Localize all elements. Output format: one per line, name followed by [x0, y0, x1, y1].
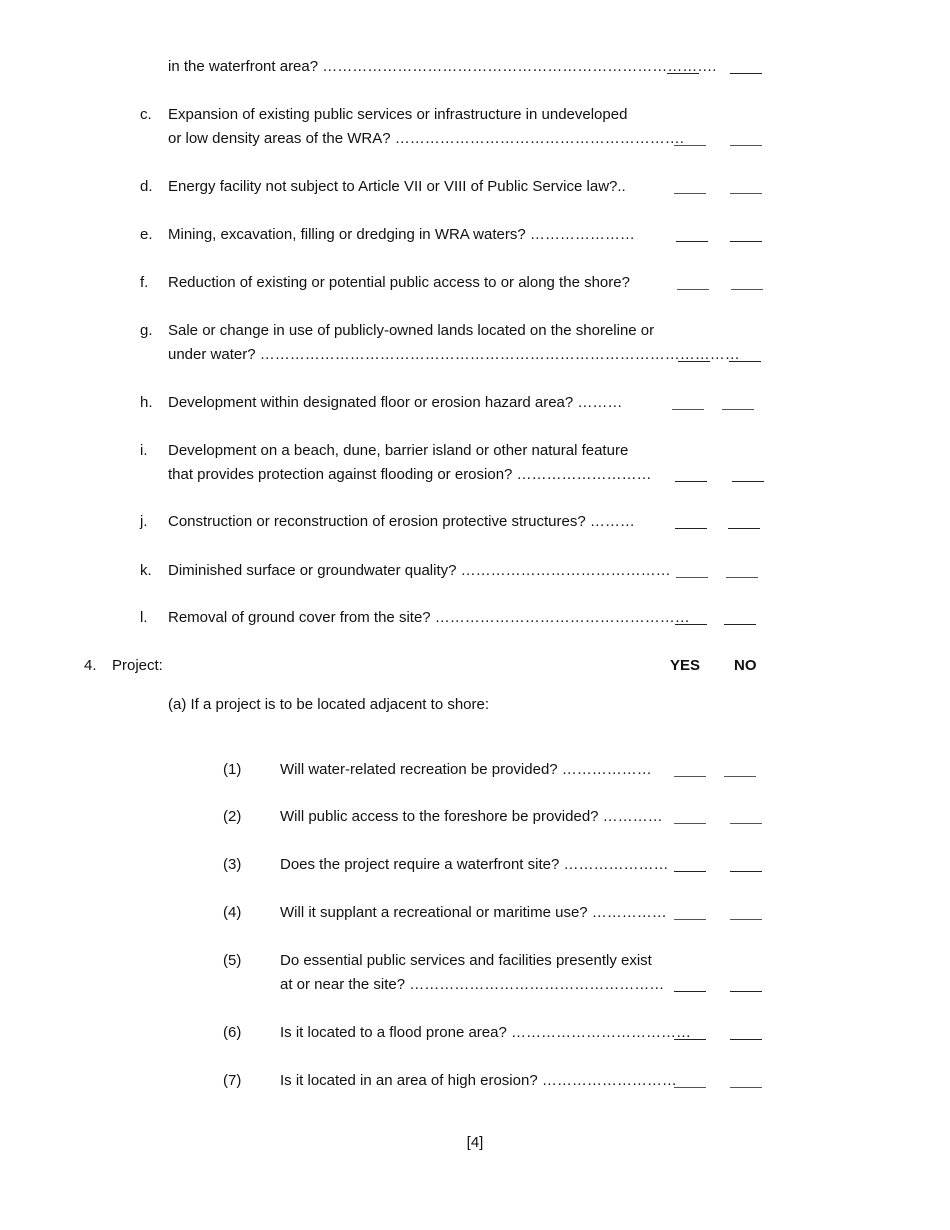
no-answer-blank[interactable]: [730, 145, 762, 146]
yes-answer-blank[interactable]: [678, 361, 710, 362]
item-letter: e.: [140, 226, 153, 243]
no-answer-blank[interactable]: [731, 289, 763, 290]
no-answer-blank[interactable]: [730, 1087, 762, 1088]
no-answer-blank[interactable]: [730, 991, 762, 992]
yes-answer-blank[interactable]: [674, 871, 706, 872]
no-answer-blank[interactable]: [728, 528, 760, 529]
item-text: Expansion of existing public services or infrastructure in undeveloped: [168, 106, 628, 123]
question-text: Is it located in an area of high erosion? ………………………: [280, 1072, 677, 1089]
yes-answer-blank[interactable]: [675, 624, 707, 625]
item-letter: k.: [140, 562, 152, 579]
item-text: Energy facility not subject to Article VII or VIII of Public Service law?..: [168, 178, 626, 195]
yes-answer-blank[interactable]: [667, 73, 699, 74]
item-text-cont: under water? ……………………………………………………………………………………: [168, 346, 740, 363]
question-number: (4): [223, 904, 242, 921]
question-number: (5): [223, 952, 242, 969]
no-answer-blank[interactable]: [730, 73, 762, 74]
question-text-cont: at or near the site? ……………………………………………: [280, 976, 665, 993]
no-column-header: NO: [734, 657, 757, 674]
no-answer-blank[interactable]: [724, 624, 756, 625]
no-answer-blank[interactable]: [726, 577, 758, 578]
item-text: Development within designated floor or erosion hazard area? ………: [168, 394, 623, 411]
no-answer-blank[interactable]: [730, 919, 762, 920]
question-number: (3): [223, 856, 242, 873]
question-text: Will it supplant a recreational or maritime use? ……………: [280, 904, 667, 921]
continued-question-text: in the waterfront area? …………………………………………………………………….: [168, 58, 717, 75]
question-text: Will water-related recreation be provided? ………………: [280, 761, 652, 778]
item-text-cont: that provides protection against flooding or erosion? ………………………: [168, 466, 652, 483]
item-text: Construction or reconstruction of erosion protective structures? ………: [168, 513, 635, 530]
no-answer-blank[interactable]: [730, 193, 762, 194]
yes-answer-blank[interactable]: [674, 1087, 706, 1088]
yes-answer-blank[interactable]: [675, 481, 707, 482]
item-letter: f.: [140, 274, 149, 291]
page-number: [4]: [466, 1134, 484, 1151]
item-text: Removal of ground cover from the site? ……………………………………………: [168, 609, 690, 626]
question-text: Will public access to the foreshore be provided? …………: [280, 808, 663, 825]
yes-answer-blank[interactable]: [674, 193, 706, 194]
yes-answer-blank[interactable]: [672, 409, 704, 410]
no-answer-blank[interactable]: [722, 409, 754, 410]
item-text: Development on a beach, dune, barrier island or other natural feature: [168, 442, 629, 459]
yes-answer-blank[interactable]: [676, 577, 708, 578]
section-title: Project:: [112, 657, 163, 674]
yes-answer-blank[interactable]: [675, 528, 707, 529]
yes-answer-blank[interactable]: [674, 991, 706, 992]
no-answer-blank[interactable]: [724, 776, 756, 777]
item-text: Mining, excavation, filling or dredging in WRA waters? …………………: [168, 226, 635, 243]
no-answer-blank[interactable]: [730, 1039, 762, 1040]
question-number: (6): [223, 1024, 242, 1041]
item-letter: g.: [140, 322, 153, 339]
item-text: Diminished surface or groundwater quality? ……………………………………: [168, 562, 671, 579]
question-text: Do essential public services and facilities presently exist: [280, 952, 652, 969]
no-answer-blank[interactable]: [729, 361, 761, 362]
yes-column-header: YES: [670, 657, 701, 674]
question-text: Does the project require a waterfront site? …………………: [280, 856, 669, 873]
section-subheading: (a) If a project is to be located adjacent to shore:: [168, 696, 490, 713]
no-answer-blank[interactable]: [730, 241, 762, 242]
yes-answer-blank[interactable]: [674, 1039, 706, 1040]
yes-answer-blank[interactable]: [674, 823, 706, 824]
no-answer-blank[interactable]: [732, 481, 764, 482]
question-number: (1): [223, 761, 242, 778]
item-text: Reduction of existing or potential public access to or along the shore?: [168, 274, 630, 291]
question-number: (7): [223, 1072, 242, 1089]
item-letter: l.: [140, 609, 148, 626]
yes-answer-blank[interactable]: [674, 919, 706, 920]
item-letter: d.: [140, 178, 153, 195]
question-number: (2): [223, 808, 242, 825]
yes-answer-blank[interactable]: [674, 145, 706, 146]
item-letter: h.: [140, 394, 153, 411]
item-letter: i.: [140, 442, 148, 459]
yes-answer-blank[interactable]: [677, 289, 709, 290]
question-text: Is it located to a flood prone area? ………………………………: [280, 1024, 691, 1041]
yes-answer-blank[interactable]: [674, 776, 706, 777]
item-letter: j.: [140, 513, 148, 530]
item-letter: c.: [140, 106, 152, 123]
item-text-cont: or low density areas of the WRA? ………………………………………………….: [168, 130, 684, 147]
no-answer-blank[interactable]: [730, 871, 762, 872]
yes-answer-blank[interactable]: [676, 241, 708, 242]
section-number: 4.: [84, 657, 97, 674]
no-answer-blank[interactable]: [730, 823, 762, 824]
item-text: Sale or change in use of publicly-owned lands located on the shoreline or: [168, 322, 655, 339]
